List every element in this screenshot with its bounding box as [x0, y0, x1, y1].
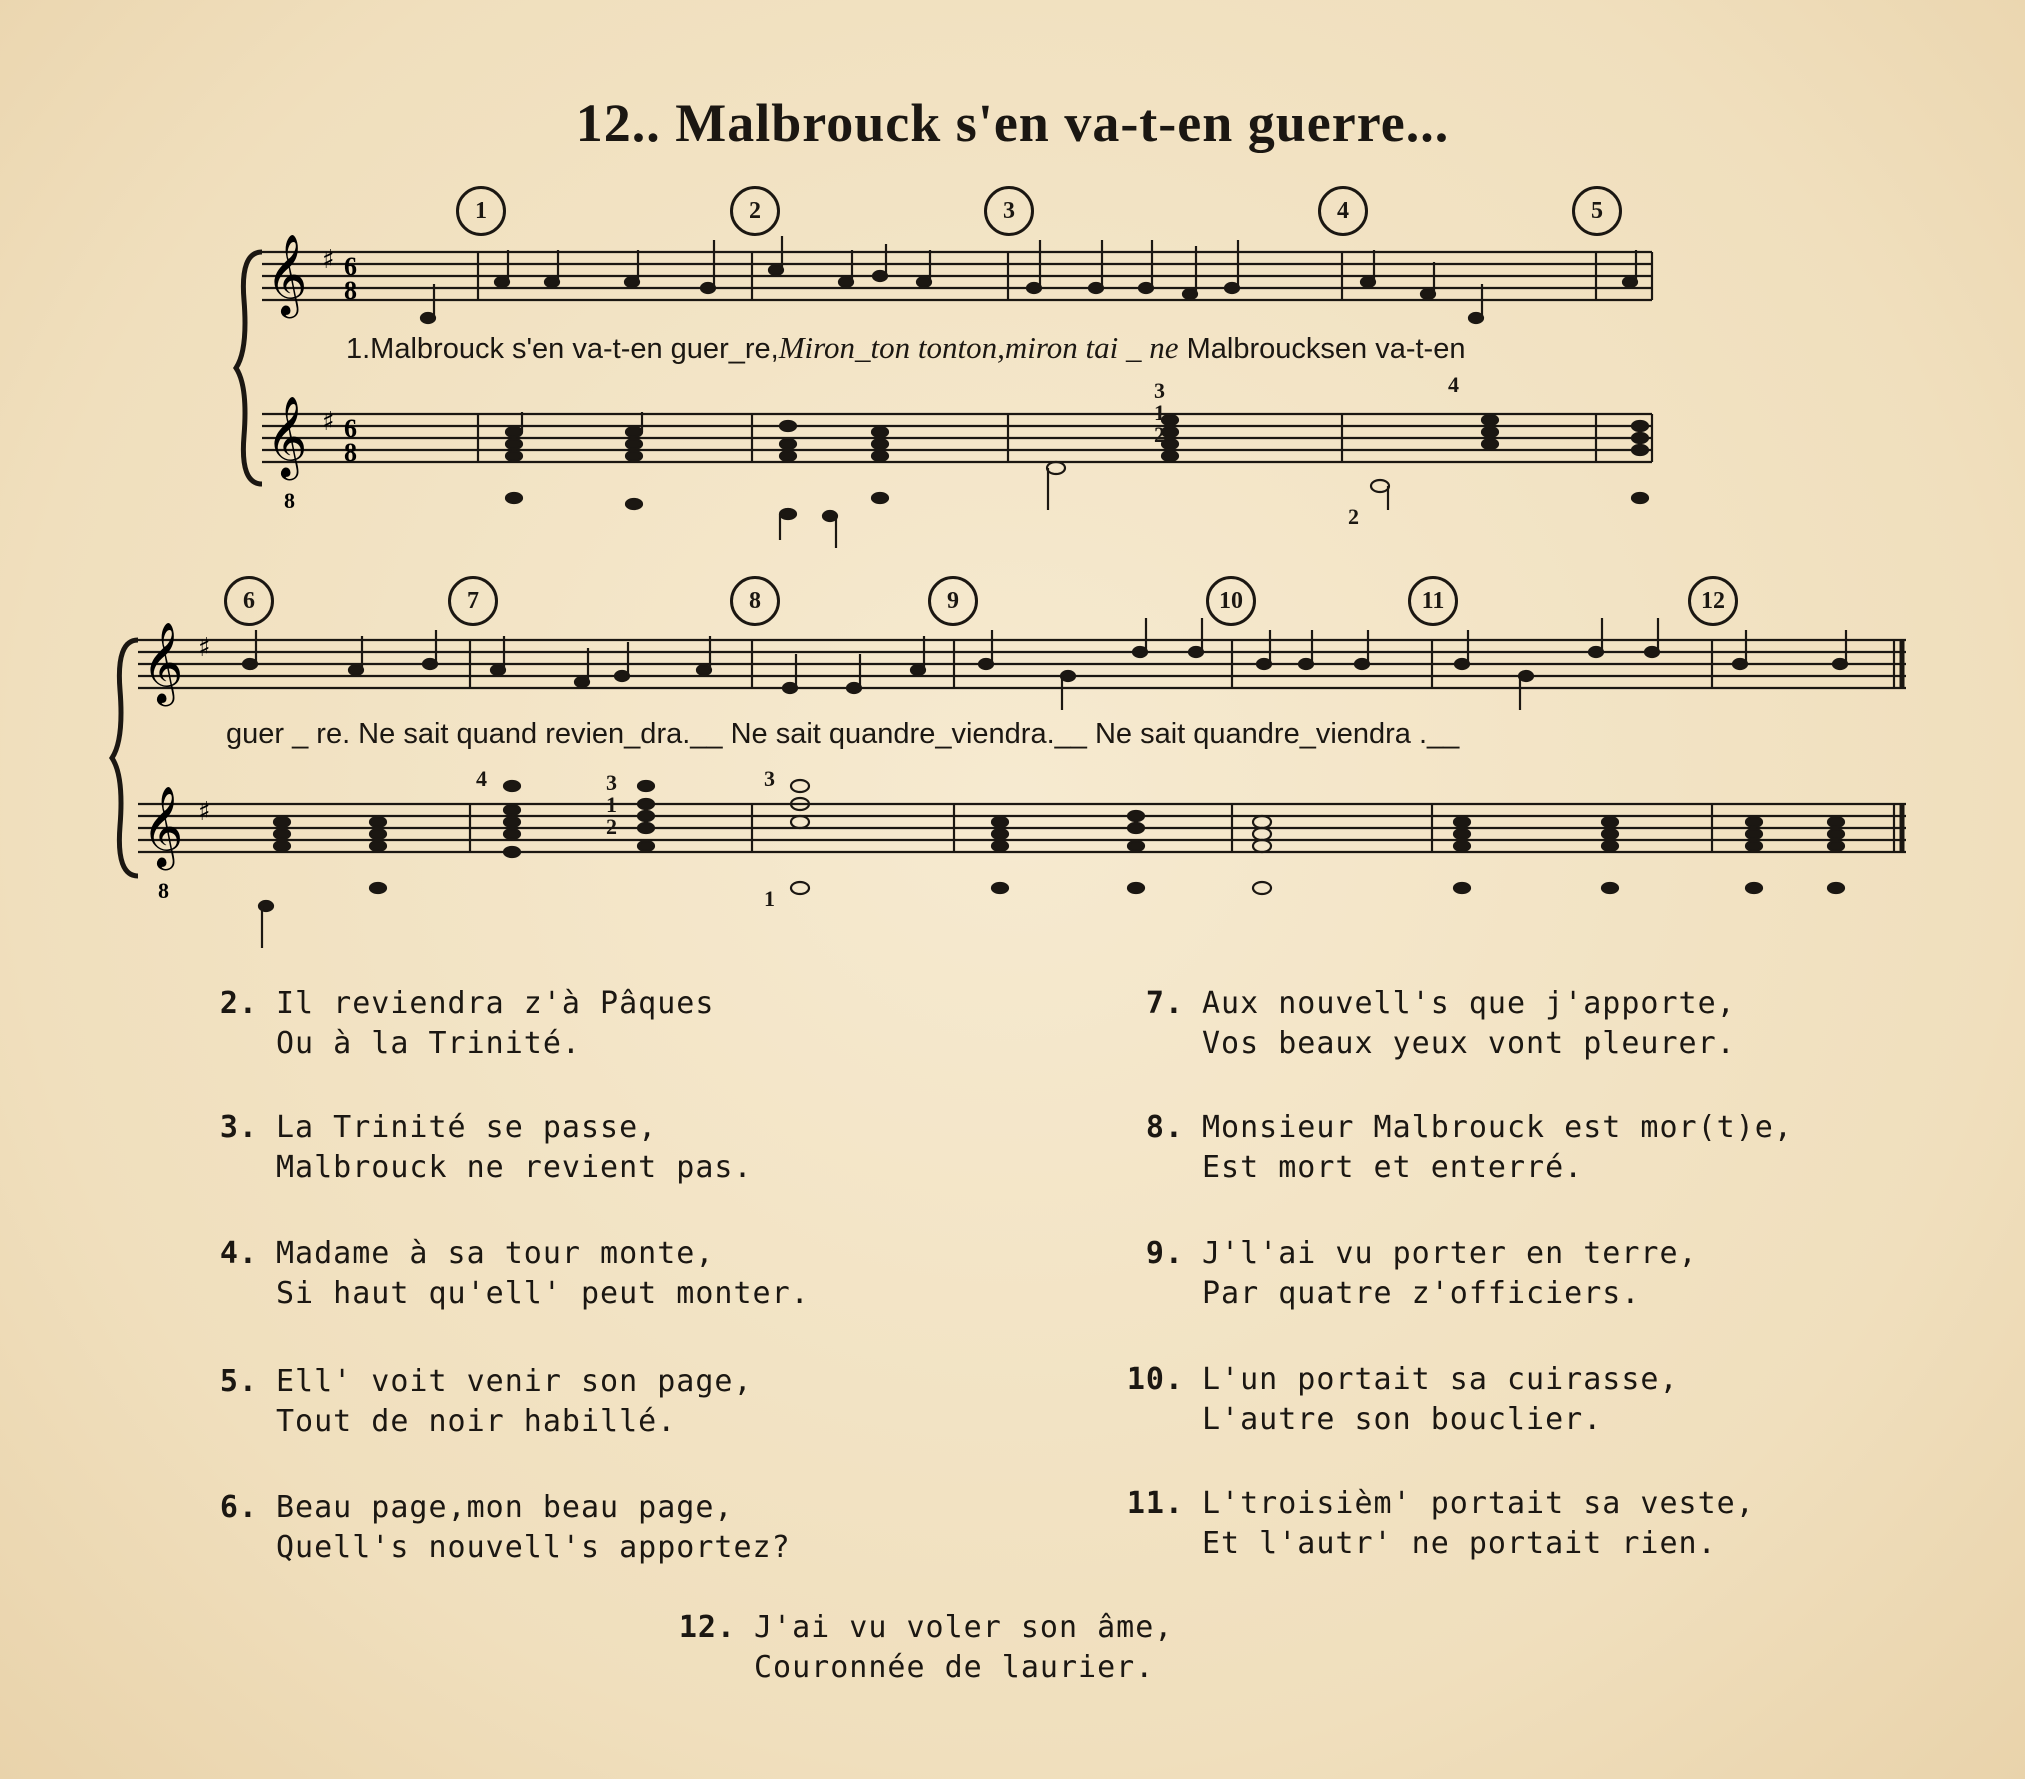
sharp-icon: ♯ [322, 245, 335, 275]
fingering: 2 [1154, 422, 1165, 447]
octave-mark: 8 [158, 878, 169, 903]
fingering: 1 [606, 792, 617, 817]
fingering: 1 [1154, 400, 1165, 425]
verse-line: La Trinité se passe, [276, 1110, 658, 1145]
measure-number: 2 [730, 186, 780, 236]
verse-number: 9. [1145, 1236, 1184, 1271]
fingering: 2 [606, 814, 617, 839]
measure-number: 3 [984, 186, 1034, 236]
verse-number: 10. [1126, 1362, 1184, 1397]
verse-number: 4. [219, 1236, 258, 1271]
measure-number: 4 [1318, 186, 1368, 236]
verse-number: 7. [1145, 986, 1184, 1021]
lyrics-part: Malbroucksen va-t-en [1186, 333, 1466, 365]
verse [1124, 1484, 1755, 1564]
verse [1124, 1360, 1679, 1440]
verse-line: Est mort et enterré. [1202, 1150, 1584, 1185]
measure-number: 11 [1408, 576, 1458, 626]
fingering: 1 [764, 886, 775, 911]
fingering: 3 [764, 766, 775, 791]
time-sig-bottom: 8 [344, 276, 357, 305]
verse-line: Monsieur Malbrouck est mor(t)e, [1202, 1110, 1793, 1145]
verse-line: Tout de noir habillé. [276, 1404, 677, 1439]
guitar-staff [138, 804, 1906, 852]
time-sig-bottom: 8 [344, 438, 357, 467]
verse-number: 12. [678, 1610, 736, 1645]
verse-line: Aux nouvell's que j'apporte, [1202, 986, 1736, 1021]
verse-line: L'autre son bouclier. [1202, 1402, 1603, 1437]
verse-line: Et l'autr' ne portait rien. [1202, 1526, 1717, 1561]
verse [198, 1362, 753, 1442]
verse-line: J'ai vu voler son âme, [754, 1610, 1174, 1645]
verse-number: 2. [219, 986, 258, 1021]
measure-number: 8 [730, 576, 780, 626]
treble-clef: 𝄞 [142, 621, 184, 703]
verse-number: 6. [219, 1490, 258, 1525]
verse-number: 3. [219, 1110, 258, 1145]
verse-line: L'troisièm' portait sa veste, [1202, 1486, 1755, 1521]
treble-clef: 𝄞 [266, 395, 308, 477]
treble-clef: 𝄞 [266, 233, 308, 315]
verse-line: Ell' voit venir son page, [276, 1364, 753, 1399]
time-sig-top: 6 [344, 414, 357, 443]
verse-line: Par quatre z'officiers. [1202, 1276, 1641, 1311]
verse-line: Quell's nouvell's apportez? [276, 1530, 791, 1565]
verse-line: Couronnée de laurier. [754, 1650, 1155, 1685]
measure-number: 9 [928, 576, 978, 626]
brace [112, 640, 138, 876]
verse-line: L'un portait sa cuirasse, [1202, 1362, 1679, 1397]
verse-line: Beau page,mon beau page, [276, 1490, 734, 1525]
voice-staff [138, 640, 1906, 688]
octave-mark: 8 [284, 488, 295, 513]
fingering: 3 [606, 770, 617, 795]
fingering: 4 [1448, 372, 1459, 397]
fingering: 2 [1348, 504, 1359, 529]
song-title: 12.. Malbrouck s'en va-t-en guerre... [575, 93, 1450, 153]
verse [1124, 1234, 1698, 1314]
verse-line: Si haut qu'ell' peut monter. [276, 1276, 810, 1311]
measure-number: 7 [448, 576, 498, 626]
verse [198, 1108, 753, 1188]
measure-number: 12 [1688, 576, 1738, 626]
verse-line: J'l'ai vu porter en terre, [1202, 1236, 1698, 1271]
measure-number: 1 [456, 186, 506, 236]
treble-clef: 𝄞 [142, 785, 184, 867]
verse-line: Madame à sa tour monte, [276, 1236, 715, 1271]
measure-number: 6 [224, 576, 274, 626]
verse-number: 5. [219, 1364, 258, 1399]
sharp-icon: ♯ [198, 797, 211, 827]
verse-number: 8. [1145, 1110, 1184, 1145]
fingering: 3 [1154, 378, 1165, 403]
guitar-chords [259, 780, 1844, 948]
verse [198, 1488, 791, 1568]
verse [1124, 1108, 1793, 1188]
verse [676, 1608, 1173, 1688]
verse-number: 11. [1126, 1486, 1184, 1521]
verse-line: Ou à la Trinité. [276, 1026, 581, 1061]
verse [198, 984, 714, 1064]
sharp-icon: ♯ [322, 407, 335, 437]
verse-line: Vos beaux yeux vont pleurer. [1202, 1026, 1736, 1061]
verse [1124, 984, 1736, 1064]
lyrics-part: 1.Malbrouck s'en va-t-en guer_re, [346, 333, 779, 365]
measure-number: 10 [1206, 576, 1256, 626]
verse-line: Il reviendra z'à Pâques [276, 986, 715, 1021]
verse [198, 1234, 810, 1314]
lyrics-line-2: guer _ re. Ne sait quand revien_dra.__ Ne sait quandre_viendra.__ Ne sait quandre_viendra .__ [226, 718, 1460, 750]
verse-line: Malbrouck ne revient pas. [276, 1150, 753, 1185]
fingering: 4 [476, 766, 487, 791]
measure-number: 5 [1572, 186, 1622, 236]
sharp-icon: ♯ [198, 633, 211, 663]
lyrics-part-italic: Miron_ton tonton,miron tai _ ne [778, 330, 1179, 365]
time-sig-top: 6 [344, 252, 357, 281]
